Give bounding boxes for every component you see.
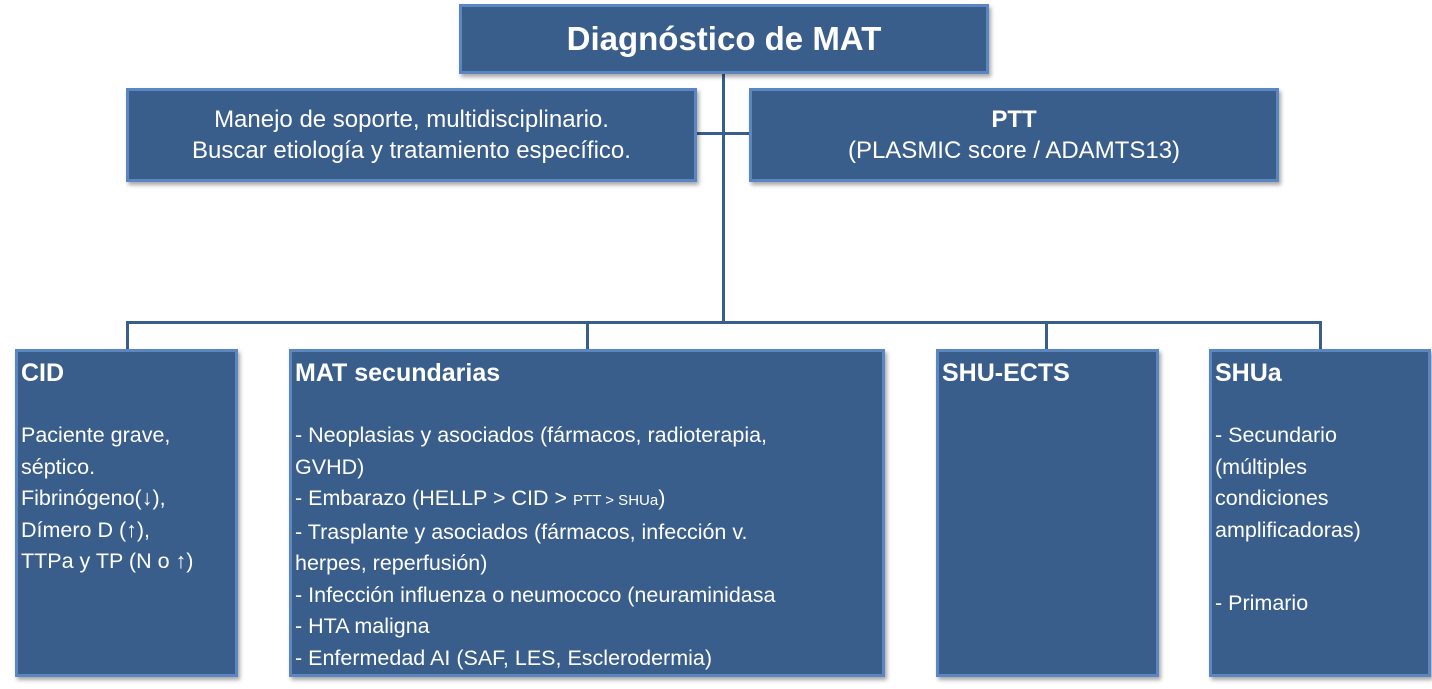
shu-ects-box — [936, 349, 1159, 677]
cid-line: séptico. — [21, 454, 96, 479]
shua-line: condiciones — [1215, 486, 1329, 510]
shu-ects-title: SHU-ECTS — [942, 359, 1070, 387]
shua-line: amplificadoras) — [1215, 517, 1361, 542]
cid-line: Dímero D (↑), — [21, 517, 150, 542]
mat-secundarias-line: - HTA maligna — [295, 614, 430, 638]
ptt-title: PTT — [991, 106, 1037, 133]
shua-line: - Secundario — [1215, 423, 1337, 447]
cid-content — [21, 420, 235, 578]
title-box — [459, 4, 989, 74]
cid-line: Fibrinógeno(↓), — [21, 486, 166, 510]
mat-secundarias-box — [289, 349, 885, 677]
shua-line: (múltiples — [1215, 454, 1307, 479]
ptt-subtitle: (PLASMIC score / ADAMTS13) — [847, 137, 1181, 164]
connector-vertical-main — [722, 72, 725, 324]
shua-content — [1215, 420, 1428, 620]
connector-horizontal-top — [695, 132, 750, 135]
cid-line: TTPa y TP (N o ↑) — [21, 549, 194, 573]
mat-secundarias-line: herpes, reperfusión) — [295, 551, 488, 575]
mat-secundarias-line: GVHD) — [295, 454, 365, 479]
mat-secundarias-line: - Trasplante y asociados (fármacos, infección v. — [295, 519, 748, 544]
mat-secundarias-line: - Infección influenza o neumococo (neuraminidasa — [295, 582, 776, 607]
connector-drop-cid — [126, 321, 129, 350]
support-line-1: Manejo de soporte, multidisciplinario. — [214, 106, 609, 133]
mat-secundarias-content — [295, 420, 882, 674]
embarazo-end: ) — [658, 486, 666, 510]
mat-secundarias-title: MAT secundarias — [295, 359, 501, 387]
mat-secundarias-line: - Neoplasias y asociados (fármacos, radioterapia, — [295, 423, 768, 447]
connector-drop-shua — [1319, 321, 1322, 350]
cid-line: Paciente grave, — [21, 423, 171, 447]
connector-horizontal-bottom — [126, 321, 1322, 324]
shua-primario: - Primario — [1215, 591, 1309, 615]
support-box — [126, 88, 697, 182]
embarazo-small: PTT > SHUa — [573, 492, 659, 509]
connector-drop-shu-ects — [1045, 321, 1048, 350]
connector-drop-mat-secundarias — [586, 321, 589, 350]
shua-box — [1209, 349, 1431, 677]
mat-secundarias-line: - Enfermedad AI (SAF, LES, Esclerodermia) — [295, 645, 713, 670]
cid-title: CID — [21, 359, 65, 387]
embarazo-main: - Embarazo (HELLP > CID > — [295, 486, 574, 510]
shua-title: SHUa — [1215, 359, 1282, 387]
ptt-box — [749, 88, 1279, 182]
support-line-2: Buscar etiología y tratamiento específico. — [192, 137, 631, 164]
cid-box — [15, 349, 238, 677]
mat-secundarias-line-embarazo — [295, 483, 882, 517]
diagram-title: Diagnóstico de MAT — [566, 20, 882, 57]
